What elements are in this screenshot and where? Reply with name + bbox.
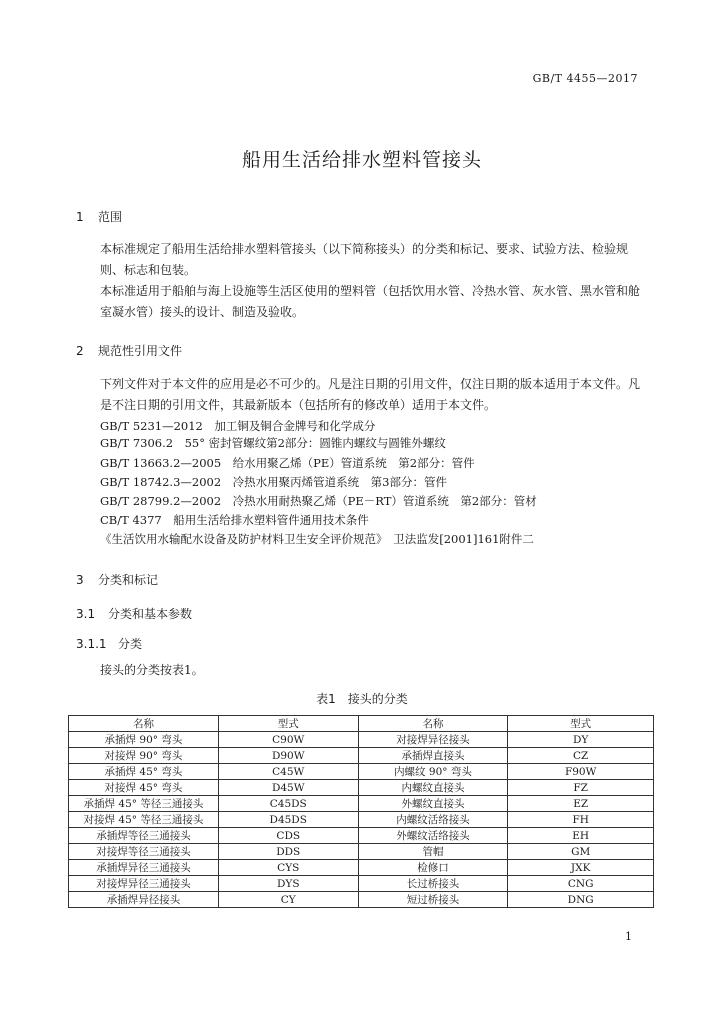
cell-type: D45DS [218,812,358,828]
table-row [69,732,654,748]
section-label: 分类 [118,637,143,651]
section-number: 3.1 [76,607,96,621]
cell-name: 对接焊 90° 弯头 [69,748,219,764]
scope-text-1: 本标准规定了船用生活给排水塑料管接头（以下简称接头）的分类和标记、要求、试验方法、检验规则、标志和包装。 [100,242,629,277]
cell-name: 承插焊 45° 弯头 [69,764,219,780]
standard-code: GB/T 4455—2017 [532,72,638,85]
section-number: 3.1.1 [76,637,107,651]
header-name: 名称 [358,716,508,732]
section-3-heading [76,571,158,588]
cell-name: 对接焊异径三通接头 [69,876,219,892]
cell-name: 对接焊等径三通接头 [69,844,219,860]
document-title: 船用生活给排水塑料管接头 [241,149,482,171]
section-label: 规范性引用文件 [98,344,183,358]
section-number: 1 [76,210,84,224]
reference-item: GB/T 28799.2—2002 冷热水用耐热聚乙烯（PE－RT）管道系统 第2部分：管材 [100,494,537,508]
cell-name: 内螺纹 90° 弯头 [358,764,508,780]
cell-name: 承插焊 90° 弯头 [69,732,219,748]
cell-type: FH [508,812,654,828]
cell-type: EH [508,828,654,844]
cell-name: 承插焊等径三通接头 [69,828,219,844]
reference-item: GB/T 13663.2—2005 给水用聚乙烯（PE）管道系统 第2部分：管件 [100,456,475,470]
section-label: 范围 [98,210,123,224]
section-number: 3 [76,573,84,587]
cell-name: 内螺纹活络接头 [358,812,508,828]
cell-type: JXK [508,860,654,876]
cell-type: F90W [508,764,654,780]
cell-type: C90W [218,732,358,748]
cell-name: 承插焊异径接头 [69,892,219,908]
table-row [69,812,654,828]
table-caption: 表1 接头的分类 [316,692,408,706]
cell-name: 承插焊 45° 等径三通接头 [69,796,219,812]
cell-type: DYS [218,876,358,892]
table-header-row [69,716,654,732]
table-row [69,844,654,860]
cell-name: 外螺纹活络接头 [358,828,508,844]
classification-sentence: 接头的分类按表1。 [100,663,204,677]
table-row [69,796,654,812]
cell-type: DDS [218,844,358,860]
cell-type: CYS [218,860,358,876]
reference-item: 《生活饮用水输配水设备及防护材料卫生安全评价规范》 卫法监发[2001]161附件二 [100,532,534,546]
table-row [69,764,654,780]
cell-type: GM [508,844,654,860]
page-number: 1 [625,930,632,943]
cell-name: 检修口 [358,860,508,876]
reference-item: GB/T 5231—2012 加工铜及铜合金牌号和化学成分 [100,419,376,433]
header-type: 型式 [508,716,654,732]
cell-name: 对接焊 45° 等径三通接头 [69,812,219,828]
cell-type: D45W [218,780,358,796]
classification-table [68,715,654,908]
table-row [69,748,654,764]
section-number: 2 [76,344,84,358]
reference-item: GB/T 7306.2 55° 密封管螺纹第2部分：圆锥内螺纹与圆锥外螺纹 [100,436,446,450]
normative-intro [76,374,646,416]
cell-type: FZ [508,780,654,796]
cell-name: 内螺纹直接头 [358,780,508,796]
section-label: 分类和标记 [98,573,159,587]
table-row [69,892,654,908]
scope-text-2: 本标准适用于船舶与海上设施等生活区使用的塑料管（包括饮用水管、冷热水管、灰水管、黑水管和舱室凝水管）接头的设计、制造及验收。 [100,284,641,319]
section-1-heading [76,208,122,225]
header-type: 型式 [218,716,358,732]
cell-type: D90W [218,748,358,764]
cell-type: CDS [218,828,358,844]
cell-name: 外螺纹直接头 [358,796,508,812]
table-row [69,876,654,892]
cell-name: 对接焊 45° 弯头 [69,780,219,796]
section-2-heading [76,342,182,359]
cell-type: CY [218,892,358,908]
cell-name: 对接焊异径接头 [358,732,508,748]
cell-name: 承插焊直接头 [358,748,508,764]
section-3-1-heading [76,605,192,622]
cell-type: EZ [508,796,654,812]
header-name: 名称 [69,716,219,732]
scope-paragraph-1 [76,239,646,281]
section-label: 分类和基本参数 [108,607,193,621]
reference-item: GB/T 18742.3—2002 冷热水用聚丙烯管道系统 第3部分：管件 [100,475,447,489]
cell-name: 短过桥接头 [358,892,508,908]
cell-name: 承插焊异径三通接头 [69,860,219,876]
table-row [69,860,654,876]
table-body [69,732,654,908]
cell-name: 长过桥接头 [358,876,508,892]
table-row [69,828,654,844]
scope-paragraph-2 [76,281,646,323]
classification-text [76,660,646,681]
cell-name: 管帽 [358,844,508,860]
table-row [69,780,654,796]
cell-type: C45W [218,764,358,780]
section-3-1-1-heading [76,635,142,652]
cell-type: C45DS [218,796,358,812]
cell-type: CNG [508,876,654,892]
normative-intro-text: 下列文件对于本文件的应用是必不可少的。凡是注日期的引用文件，仅注日期的版本适用于本文件。凡是不注日期的引用文件，其最新版本（包括所有的修改单）适用于本文件。 [100,377,641,412]
cell-type: DY [508,732,654,748]
cell-type: CZ [508,748,654,764]
cell-type: DNG [508,892,654,908]
reference-item: CB/T 4377 船用生活给排水塑料管件通用技术条件 [100,513,369,527]
